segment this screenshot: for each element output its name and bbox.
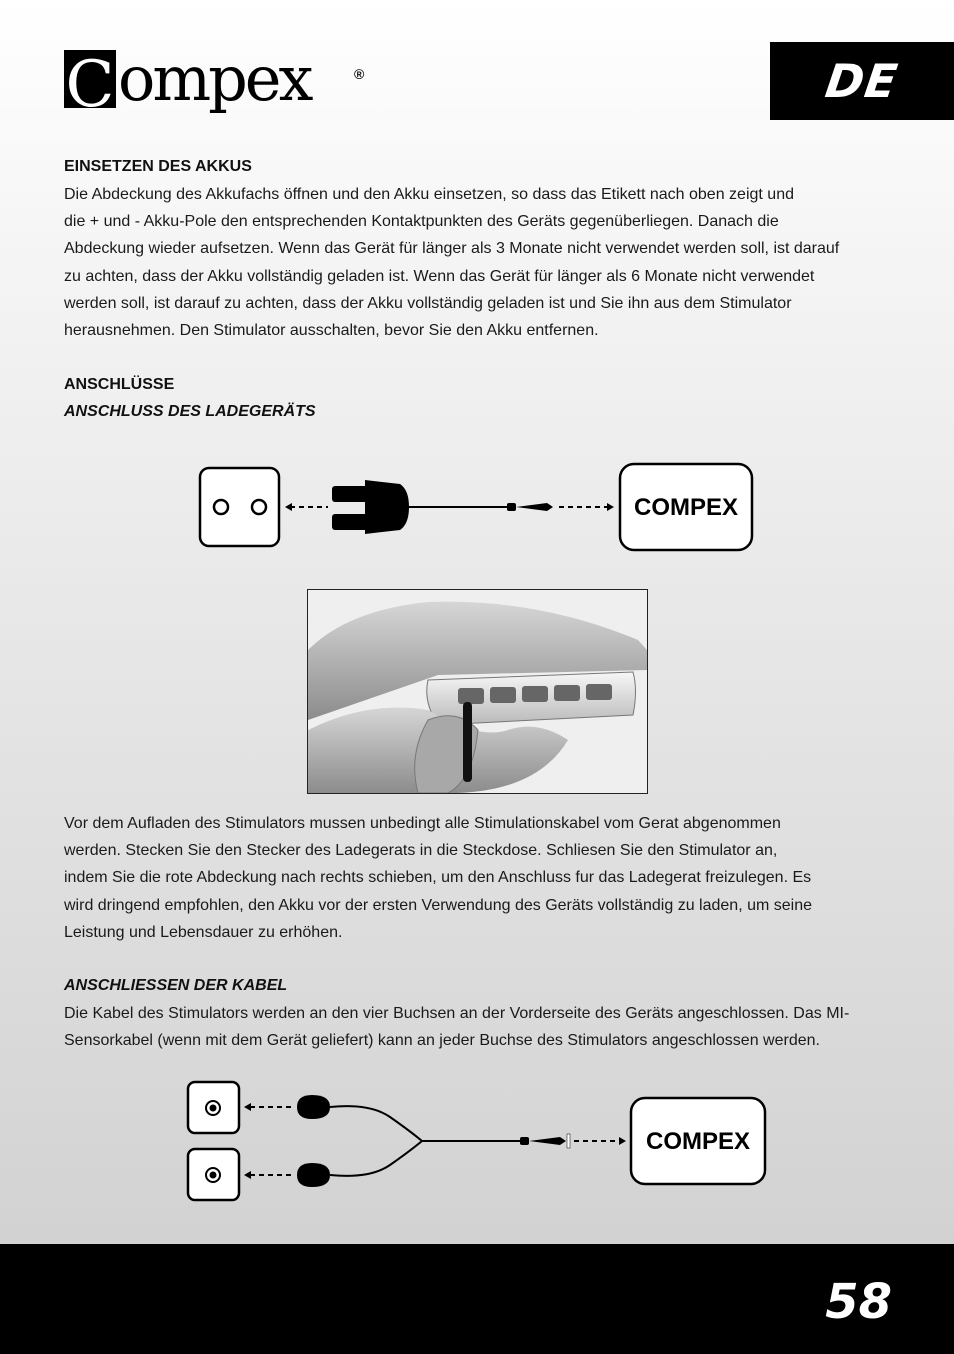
arrow-right-icon <box>619 1137 626 1145</box>
arrow-left-icon <box>244 1171 251 1179</box>
device-label: COMPEX <box>645 1128 751 1155</box>
battery-line: Abdeckung wieder aufsetzen. Wenn das Gerät für länger als 3 Monate nicht verwendet werden soll, ist darauf <box>64 240 840 258</box>
registered-mark: ® <box>354 66 365 82</box>
charging-paragraph <box>64 810 894 946</box>
logo-first-letter: C <box>65 48 115 122</box>
snap-connector-icon <box>297 1095 330 1119</box>
charging-line: Leistung und Lebensdauer zu erhöhen. <box>64 923 343 941</box>
battery-line: Die Abdeckung des Akkufachs öffnen und den Akku einsetzen, so dass das Etikett nach oben zeigt und <box>64 186 794 203</box>
battery-line: zu achten, dass der Akku vollständig geladen ist. Wenn das Gerät für länger als 6 Monate nicht verwendet <box>64 267 815 285</box>
battery-heading: EINSETZEN DES AKKUS <box>64 158 252 175</box>
snap-connector-icon <box>297 1163 330 1187</box>
charging-line: werden. Stecken Sie den Stecker des Ladegerats in die Steckdose. Schliesen Sie den Stimulator an, <box>64 842 778 860</box>
arrow-right-icon <box>607 503 614 511</box>
cables-section <box>64 976 894 1054</box>
logo-c-box <box>64 48 116 122</box>
language-tab-label: DE <box>822 54 902 108</box>
battery-line: werden soll, ist darauf zu achten, dass der Akku vollständig geladen ist und Sie ihn aus dem Stimulator <box>64 294 792 312</box>
battery-section <box>64 157 894 344</box>
page-footer <box>0 1244 954 1354</box>
cables-line: Sensorkabel (wenn mit dem Gerät geliefert) kann an jeder Buchse des Stimulators angeschlossen werden. <box>64 1032 820 1050</box>
charging-line: indem Sie die rote Abdeckung nach rechts schieben, um den Anschluss fur das Ladegerat freizulegen. Es <box>64 869 812 887</box>
battery-line: herausnehmen. Den Stimulator ausschalten, bevor Sie den Akku entfernen. <box>64 322 599 340</box>
charging-line: Vor dem Aufladen des Stimulators mussen unbedingt alle Stimulationskabel vom Gerat abgenommen <box>64 815 781 832</box>
device-label: COMPEX <box>633 494 739 521</box>
cables-diagram <box>180 1075 775 1207</box>
battery-line: die + und - Akku-Pole den entsprechenden Kontaktpunkten des Geräts gegenüberliegen. Danach die <box>64 213 779 231</box>
arrow-left-icon <box>244 1103 251 1111</box>
connections-section <box>64 375 894 422</box>
logo-wordmark: ompex <box>118 42 311 115</box>
connections-heading: ANSCHLÜSSE <box>64 376 175 393</box>
compex-logo <box>64 44 374 122</box>
cables-line: Die Kabel des Stimulators werden an den vier Buchsen an der Vorderseite des Geräts angeschlossen. Das MI- <box>64 1005 850 1022</box>
cables-heading: ANSCHLIESSEN DER KABEL <box>64 977 288 994</box>
charging-line: wird dringend empfohlen, den Akku vor der ersten Verwendung des Geräts vollständig zu laden, um seine <box>64 896 812 914</box>
cable-connector-icon <box>529 1137 566 1145</box>
battery-paragraph <box>64 181 894 344</box>
charging-photo <box>307 589 648 794</box>
page-number: 58 <box>825 1274 892 1330</box>
charger-subheading: ANSCHLUSS DES LADEGERÄTS <box>64 403 316 420</box>
arrow-left-icon <box>285 503 292 511</box>
charger-diagram <box>195 458 760 556</box>
power-plug-icon <box>332 480 409 534</box>
cable-connector-icon <box>516 503 553 511</box>
language-tab <box>770 42 954 120</box>
